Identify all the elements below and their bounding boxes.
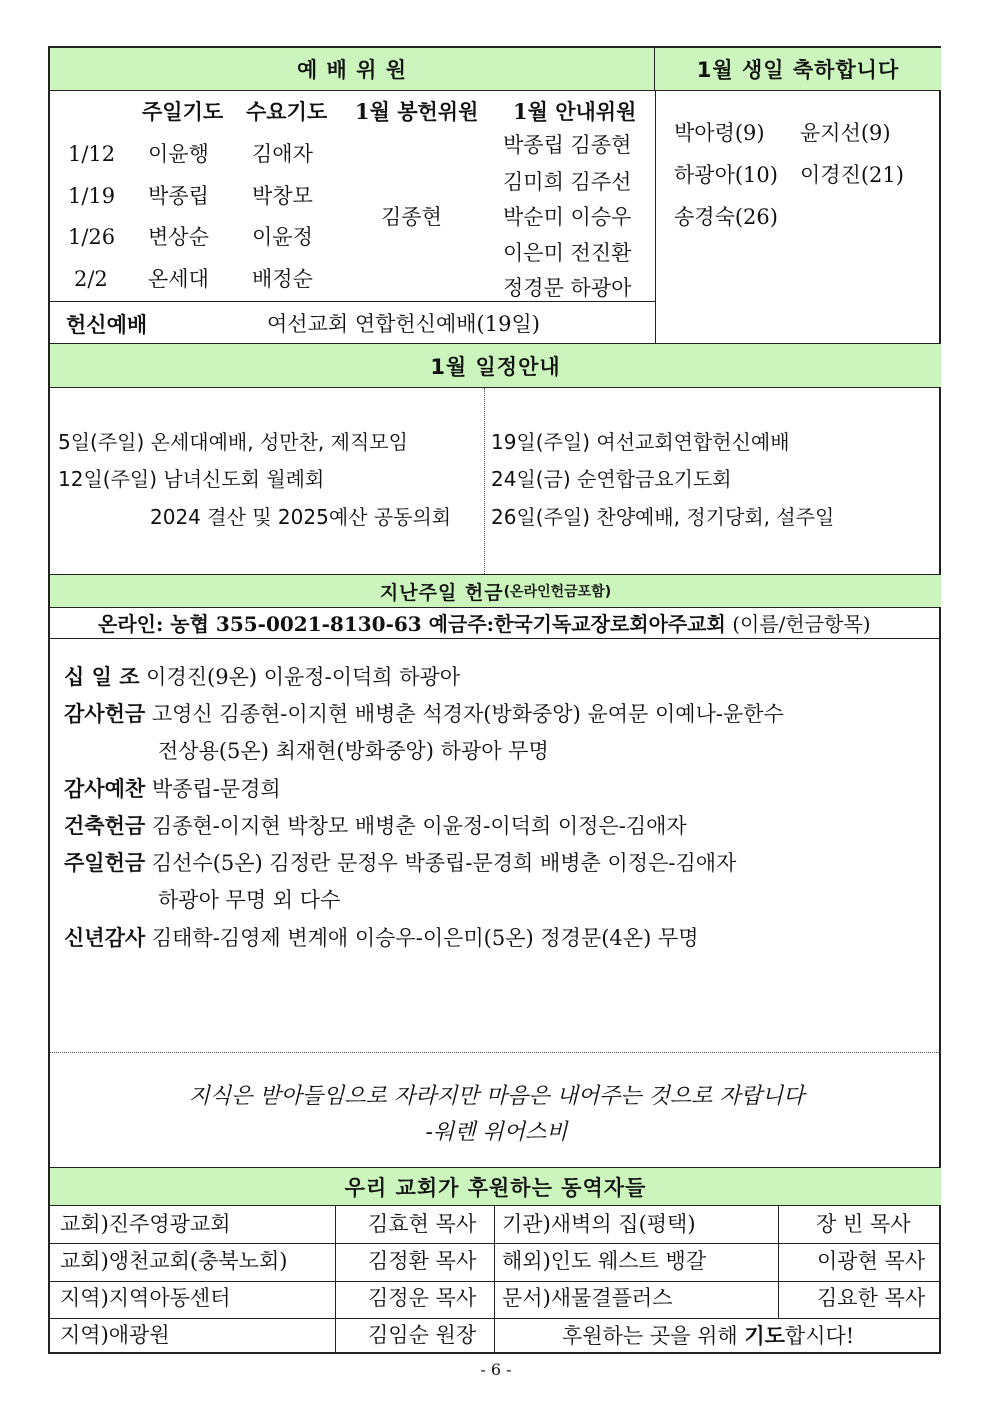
offering-title-note: (온라인헌금포함) (503, 584, 612, 600)
offering-label: 신년감사 (64, 926, 146, 950)
offering-label: 감사헌금 (64, 702, 146, 726)
col-header-sunday-prayer: 주일기도 (142, 99, 224, 124)
schedule-item: 19일(주일) 여선교회연합헌신예배 (491, 430, 790, 454)
offering-names: 박종립-문경희 (151, 777, 281, 801)
row-wednesday-prayer: 김애자 (252, 142, 313, 166)
row-sunday-prayer: 온세대 (148, 267, 209, 291)
offering-names: 김태학-김영제 변계애 이승우-이은미(5온) 정경문(4온) 무명 (151, 926, 699, 950)
offering-header (50, 574, 941, 608)
birthday-name: 윤지선(9) (800, 121, 891, 145)
bulletin-page (48, 46, 941, 1354)
support-person: 이광현 목사 (817, 1249, 926, 1273)
offering-row (64, 779, 281, 800)
row-sunday-prayer: 변상순 (148, 225, 209, 249)
birthday-header (655, 48, 941, 91)
support-person: 장 빈 목사 (816, 1212, 911, 1236)
row-date: 2/2 (74, 267, 108, 291)
quote-author: -워렌 위어스비 (425, 1120, 568, 1145)
support-org: 교회)진주영광교회 (60, 1212, 231, 1236)
support-person: 김정환 목사 (368, 1249, 477, 1273)
online-account-note: (이름/헌금항목) (732, 612, 871, 636)
online-account (98, 614, 871, 634)
prayer-note-bold: 기도 (744, 1323, 785, 1348)
offering-names-cont: 하광아 무명 외 다수 (158, 888, 341, 912)
support-org: 기관)새벽의 집(평택) (502, 1212, 696, 1236)
usher-pair: 이은미 전진환 (503, 241, 632, 265)
birthday-name: 이경진(21) (800, 163, 904, 187)
support-person: 김효현 목사 (368, 1212, 477, 1236)
col-header-wednesday-prayer: 수요기도 (246, 99, 328, 124)
offering-row (64, 928, 699, 949)
prayer-note (562, 1325, 854, 1347)
quote-text: 지식은 받아들임으로 자라지만 마음은 내어주는 것으로 자랍니다 (188, 1084, 805, 1109)
offering-row (64, 667, 460, 688)
usher-pair: 박종립 김종현 (503, 133, 632, 157)
prayer-note-post: 합시다! (784, 1324, 855, 1348)
schedule-item: 24일(금) 순연합금요기도회 (491, 467, 732, 491)
col-header-offering: 1월 봉헌위원 (355, 99, 479, 124)
offering-row (64, 816, 687, 837)
support-person: 김요한 목사 (817, 1286, 926, 1310)
offering-names: 이경진(9온) 이윤정-이덕희 하광아 (146, 665, 461, 689)
offering-names: 김선수(5온) 김정란 문정우 박종립-문경희 배병춘 이정은-김애자 (151, 851, 737, 875)
offering-label: 감사예찬 (64, 777, 146, 801)
offering-row (64, 704, 784, 725)
offering-row (64, 853, 736, 874)
offering-member: 김종현 (381, 205, 442, 229)
offering-names: 고영신 김종현-이지현 배병춘 석경자(방화중앙) 윤여문 이예나-윤한수 (151, 702, 784, 726)
support-org: 지역)애광원 (60, 1323, 170, 1347)
usher-pair: 정경문 하광아 (503, 276, 632, 300)
dedication-value: 여선교회 연합헌신예배(19일) (267, 312, 540, 336)
schedule-item: 26일(주일) 찬양예배, 정기당회, 설주일 (491, 505, 835, 529)
col-header-usher: 1월 안내위원 (513, 99, 637, 124)
birthday-title: 1월 생일 축하합니다 (696, 58, 900, 82)
offering-names: 김종현-이지현 박창모 배병춘 이윤정-이덕희 이정은-김애자 (151, 814, 687, 838)
support-person: 김임순 원장 (368, 1323, 477, 1347)
online-account-info: 온라인: 농협 355-0021-8130-63 예금주:한국기독교장로회아주교회 (98, 612, 726, 636)
worship-committee-header (50, 48, 655, 91)
birthday-name: 하광아(10) (674, 163, 778, 187)
page-number: - 6 - (480, 1360, 512, 1379)
schedule-header (50, 343, 941, 388)
row-date: 1/19 (68, 184, 116, 208)
birthday-name: 송경숙(26) (674, 205, 778, 229)
worship-committee-title: 예 배 위 원 (296, 58, 408, 82)
row-wednesday-prayer: 박창모 (252, 184, 313, 208)
support-header (50, 1167, 941, 1206)
usher-pair: 김미희 김주선 (503, 170, 632, 194)
schedule-item: 12일(주일) 남녀신도회 월례회 (58, 467, 325, 491)
offering-label: 주일헌금 (64, 851, 146, 875)
row-date: 1/12 (68, 142, 116, 166)
support-org: 지역)지역아동센터 (60, 1286, 231, 1310)
support-org: 문서)새물결플러스 (502, 1286, 673, 1310)
row-sunday-prayer: 박종립 (148, 184, 209, 208)
support-title: 우리 교회가 후원하는 동역자들 (344, 1175, 647, 1200)
offering-label: 건축헌금 (64, 814, 146, 838)
schedule-title: 1월 일정안내 (430, 354, 561, 379)
row-wednesday-prayer: 이윤정 (252, 225, 313, 249)
offering-names-cont: 전상용(5온) 최재현(방화중앙) 하광아 무명 (158, 739, 549, 763)
row-date: 1/26 (68, 225, 116, 249)
schedule-item: 5일(주일) 온세대예배, 성만찬, 제직모임 (58, 430, 408, 454)
row-wednesday-prayer: 배정순 (252, 267, 313, 291)
dedication-label: 헌신예배 (66, 312, 148, 337)
schedule-item: 2024 결산 및 2025예산 공동의회 (150, 505, 452, 529)
support-org: 교회)앵천교회(충북노회) (60, 1249, 288, 1273)
prayer-note-pre: 후원하는 곳을 위해 (562, 1324, 745, 1348)
offering-label: 십 일 조 (64, 665, 140, 689)
row-sunday-prayer: 이윤행 (148, 142, 209, 166)
support-person: 김정운 목사 (368, 1286, 477, 1310)
support-org: 해외)인도 웨스트 뱅갈 (502, 1249, 707, 1273)
usher-pair: 박순미 이승우 (503, 205, 632, 229)
offering-title: 지난주일 헌금 (379, 581, 504, 604)
birthday-name: 박아령(9) (674, 121, 765, 145)
